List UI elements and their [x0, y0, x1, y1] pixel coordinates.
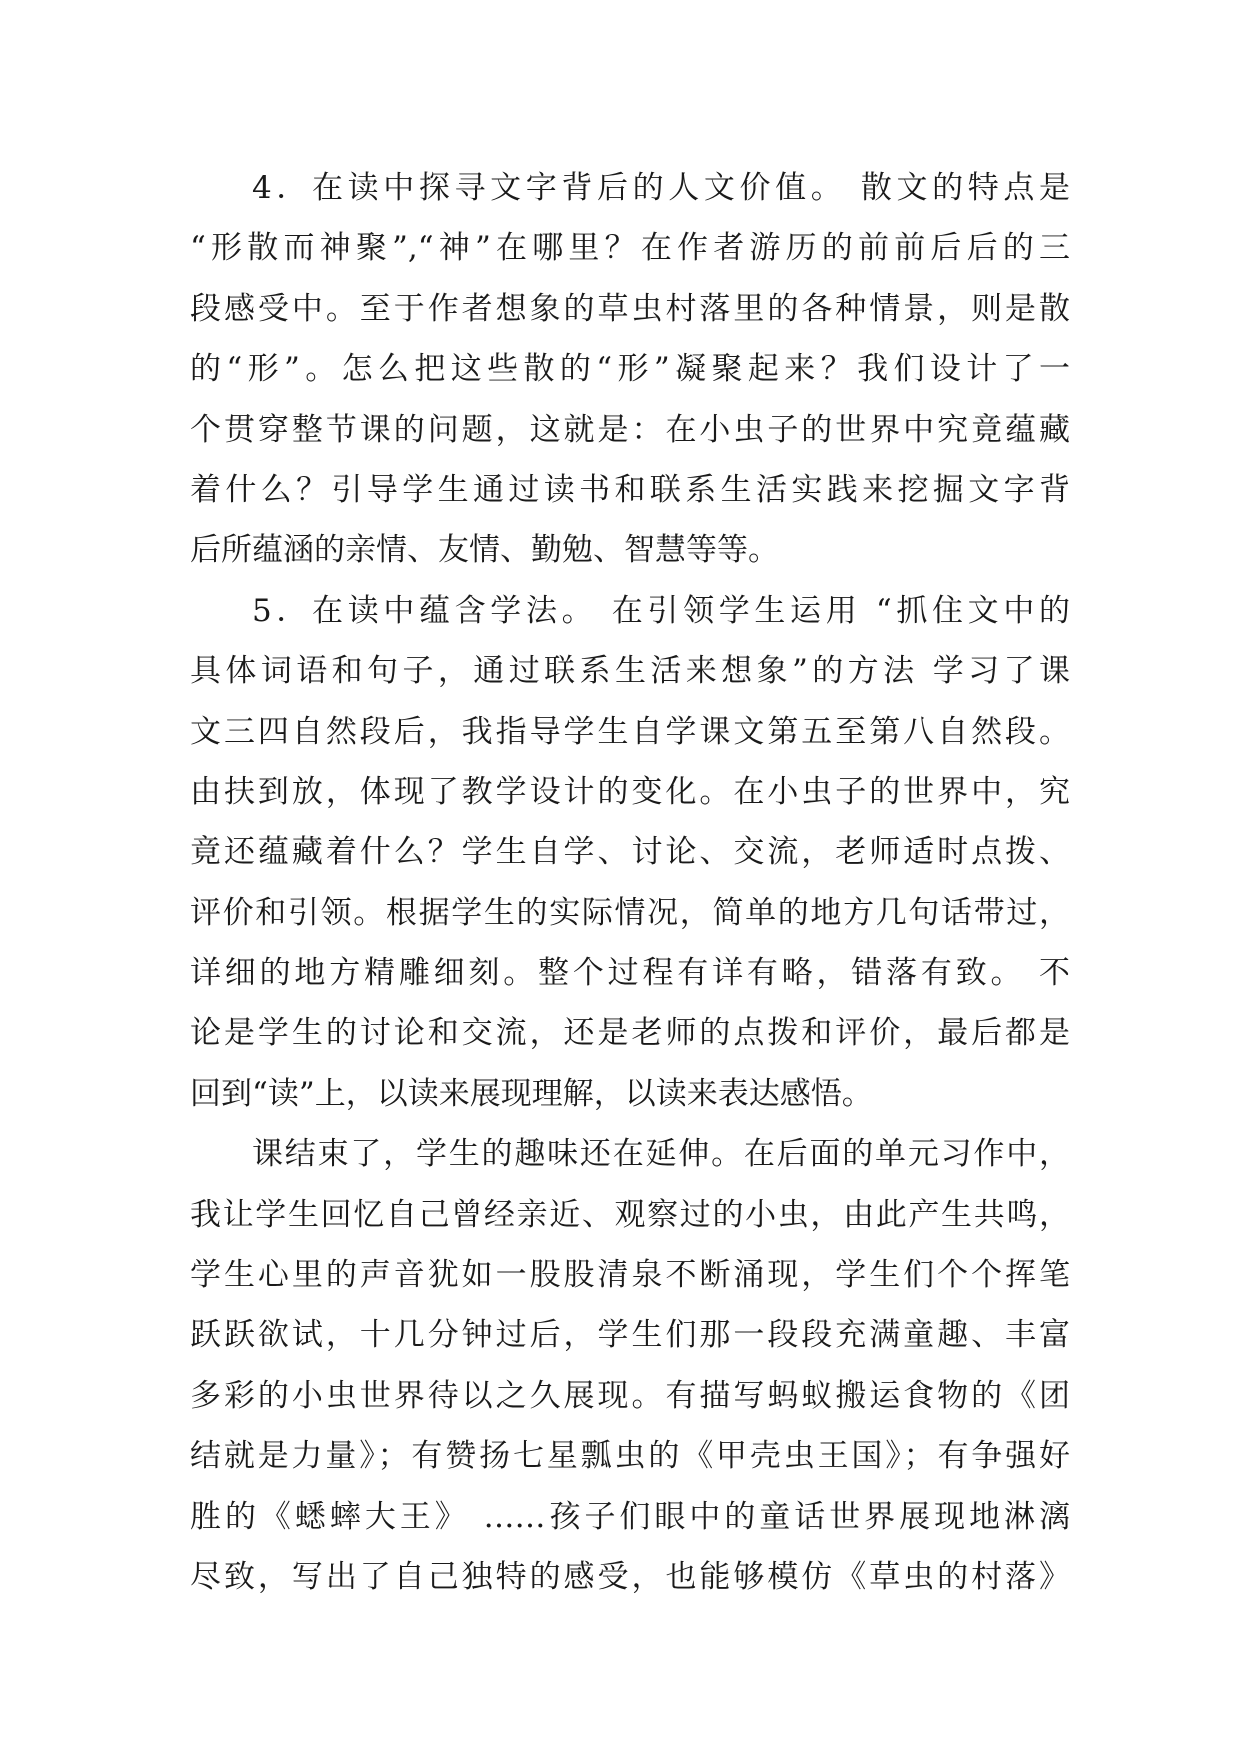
- body-text: [190, 158, 1070, 1607]
- text-line: 文三四自然段后，我指导学生自学课文第五至第八自然段。: [190, 713, 1070, 750]
- text-line: 跃跃欲试，十几分钟过后，学生们那一段段充满童趣、丰富: [190, 1317, 1070, 1354]
- text-line: 详细的地方精雕细刻。整个过程有详有略，错落有致。 不: [190, 955, 1070, 992]
- paragraph-2: [190, 581, 1070, 1125]
- text-line: 5．在读中蕴含学法。 在引领学生运用 “抓住文中的: [252, 592, 1070, 629]
- text-line: 我让学生回忆自己曾经亲近、观察过的小虫，由此产生共鸣，: [190, 1196, 1070, 1233]
- text-line: 胜的《蟋蟀大王》 ……孩子们眼中的童话世界展现地淋漓: [190, 1498, 1070, 1535]
- text-line: 结就是力量》；有赞扬七星瓢虫的《甲壳虫王国》；有争强好: [190, 1438, 1070, 1475]
- text-line: 尽致，写出了自己独特的感受，也能够模仿《草虫的村落》: [190, 1558, 1070, 1595]
- text-line: 回到“读”上，以读来展现理解，以读来表达感悟。: [190, 1075, 873, 1112]
- text-line: “形散而神聚”,“神”在哪里？在作者游历的前前后后的三: [190, 230, 1070, 267]
- paragraph-3: [190, 1124, 1070, 1607]
- text-line: 4．在读中探寻文字背后的人文价值。 散文的特点是: [252, 170, 1070, 206]
- text-line: 个贯穿整节课的问题，这就是：在小虫子的世界中究竟蕴藏: [190, 411, 1070, 448]
- text-line: 具体词语和句子，通过联系生活来想象”的方法 学习了课: [190, 653, 1070, 690]
- text-line: 论是学生的讨论和交流，还是老师的点拨和评价，最后都是: [190, 1015, 1070, 1052]
- text-line: 多彩的小虫世界待以之久展现。有描写蚂蚁搬运食物的《团: [190, 1377, 1070, 1414]
- text-line: 学生心里的声音犹如一股股清泉不断涌现，学生们个个挥笔: [190, 1257, 1070, 1294]
- text-line: 的“形”。怎么把这些散的“形”凝聚起来？我们设计了一: [190, 351, 1070, 388]
- text-line: 由扶到放，体现了教学设计的变化。在小虫子的世界中，究: [190, 773, 1070, 810]
- text-line: 评价和引领。根据学生的实际情况，简单的地方几句话带过，: [190, 894, 1070, 931]
- text-line: 后所蕴涵的亲情、友情、勤勉、智慧等等。: [190, 532, 779, 569]
- text-line: 着什么？引导学生通过读书和联系生活实践来挖掘文字背: [190, 471, 1070, 508]
- paragraph-1: [190, 158, 1070, 581]
- text-line: 段感受中。至于作者想象的草虫村落里的各种情景，则是散: [190, 290, 1070, 327]
- text-line: 竟还蕴藏着什么？学生自学、讨论、交流，老师适时点拨、: [190, 834, 1070, 871]
- text-line: 课结束了，学生的趣味还在延伸。在后面的单元习作中，: [252, 1136, 1070, 1173]
